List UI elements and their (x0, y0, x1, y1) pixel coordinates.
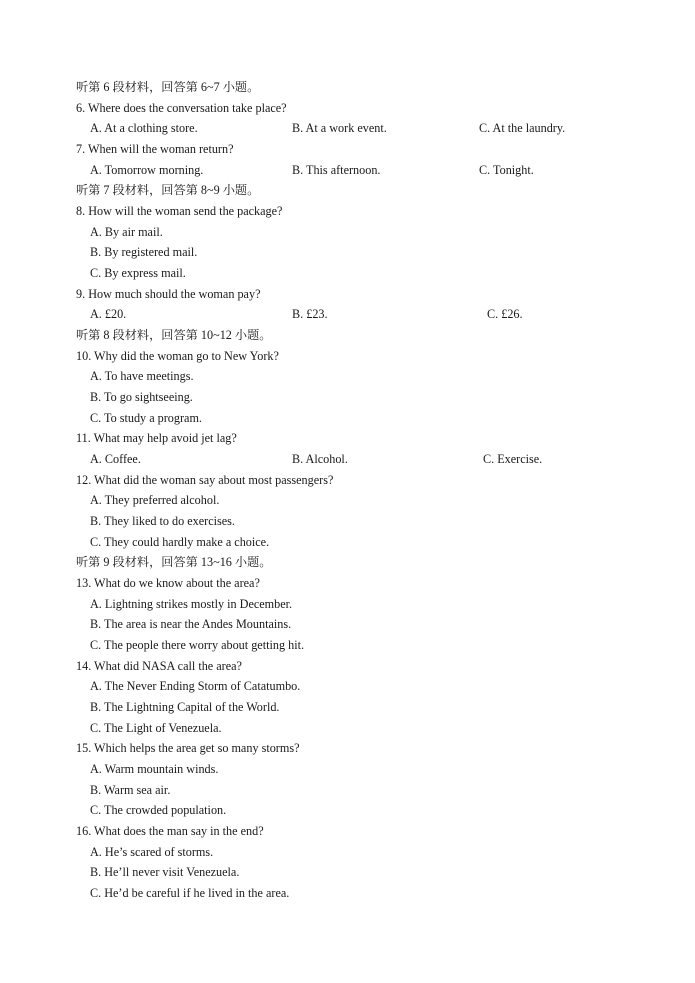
question-6: 6. Where does the conversation take place? (76, 101, 287, 115)
option-14c: C. The Light of Venezuela. (90, 721, 222, 735)
option-13a: A. Lightning strikes mostly in December. (90, 597, 293, 611)
option-9a: A. £20. (90, 307, 127, 321)
option-10c: C. To study a program. (90, 411, 202, 425)
option-11b: B. Alcohol. (292, 452, 348, 466)
option-14a: A. The Never Ending Storm of Catatumbo. (90, 679, 301, 693)
option-15a: A. Warm mountain winds. (90, 762, 219, 776)
question-13: 13. What do we know about the area? (76, 576, 260, 590)
option-16b: B. He’ll never visit Venezuela. (90, 865, 240, 879)
option-12b: B. They liked to do exercises. (90, 514, 235, 528)
options-row-11 (0, 449, 695, 469)
option-13b: B. The area is near the Andes Mountains. (90, 617, 292, 631)
option-7c: C. Tonight. (479, 163, 534, 177)
option-13c: C. The people there worry about getting hit. (90, 638, 305, 652)
option-16a: A. He’s scared of storms. (90, 845, 214, 859)
options-row-7 (0, 160, 695, 180)
option-11c: C. Exercise. (483, 452, 543, 466)
option-16c: C. He’d be careful if he lived in the area. (90, 886, 290, 900)
option-12c: C. They could hardly make a choice. (90, 535, 270, 549)
option-9c: C. £26. (487, 307, 523, 321)
option-8c: C. By express mail. (90, 266, 186, 280)
options-row-9 (0, 304, 695, 324)
option-7a: A. Tomorrow morning. (90, 163, 204, 177)
question-16: 16. What does the man say in the end? (76, 824, 264, 838)
options-row-6 (0, 118, 695, 138)
section-heading-8: 听第 8 段材料，回答第 10~12 小题。 (76, 328, 272, 342)
option-8b: B. By registered mail. (90, 245, 198, 259)
option-10b: B. To go sightseeing. (90, 390, 193, 404)
option-11a: A. Coffee. (90, 452, 141, 466)
question-14: 14. What did NASA call the area? (76, 659, 242, 673)
section-heading-7: 听第 7 段材料，回答第 8~9 小题。 (76, 183, 260, 197)
question-9: 9. How much should the woman pay? (76, 287, 261, 301)
question-10: 10. Why did the woman go to New York? (76, 349, 279, 363)
question-7: 7. When will the woman return? (76, 142, 234, 156)
option-15b: B. Warm sea air. (90, 783, 171, 797)
option-6b: B. At a work event. (292, 121, 387, 135)
option-8a: A. By air mail. (90, 225, 163, 239)
option-12a: A. They preferred alcohol. (90, 493, 220, 507)
option-6a: A. At a clothing store. (90, 121, 198, 135)
question-15: 15. Which helps the area get so many storms? (76, 741, 300, 755)
option-9b: B. £23. (292, 307, 328, 321)
question-12: 12. What did the woman say about most passengers? (76, 473, 334, 487)
option-6c: C. At the laundry. (479, 121, 566, 135)
option-7b: B. This afternoon. (292, 163, 381, 177)
section-heading-6: 听第 6 段材料，回答第 6~7 小题。 (76, 80, 260, 94)
question-8: 8. How will the woman send the package? (76, 204, 283, 218)
option-14b: B. The Lightning Capital of the World. (90, 700, 280, 714)
option-10a: A. To have meetings. (90, 369, 194, 383)
option-15c: C. The crowded population. (90, 803, 227, 817)
question-11: 11. What may help avoid jet lag? (76, 431, 237, 445)
section-heading-9: 听第 9 段材料，回答第 13~16 小题。 (76, 555, 272, 569)
